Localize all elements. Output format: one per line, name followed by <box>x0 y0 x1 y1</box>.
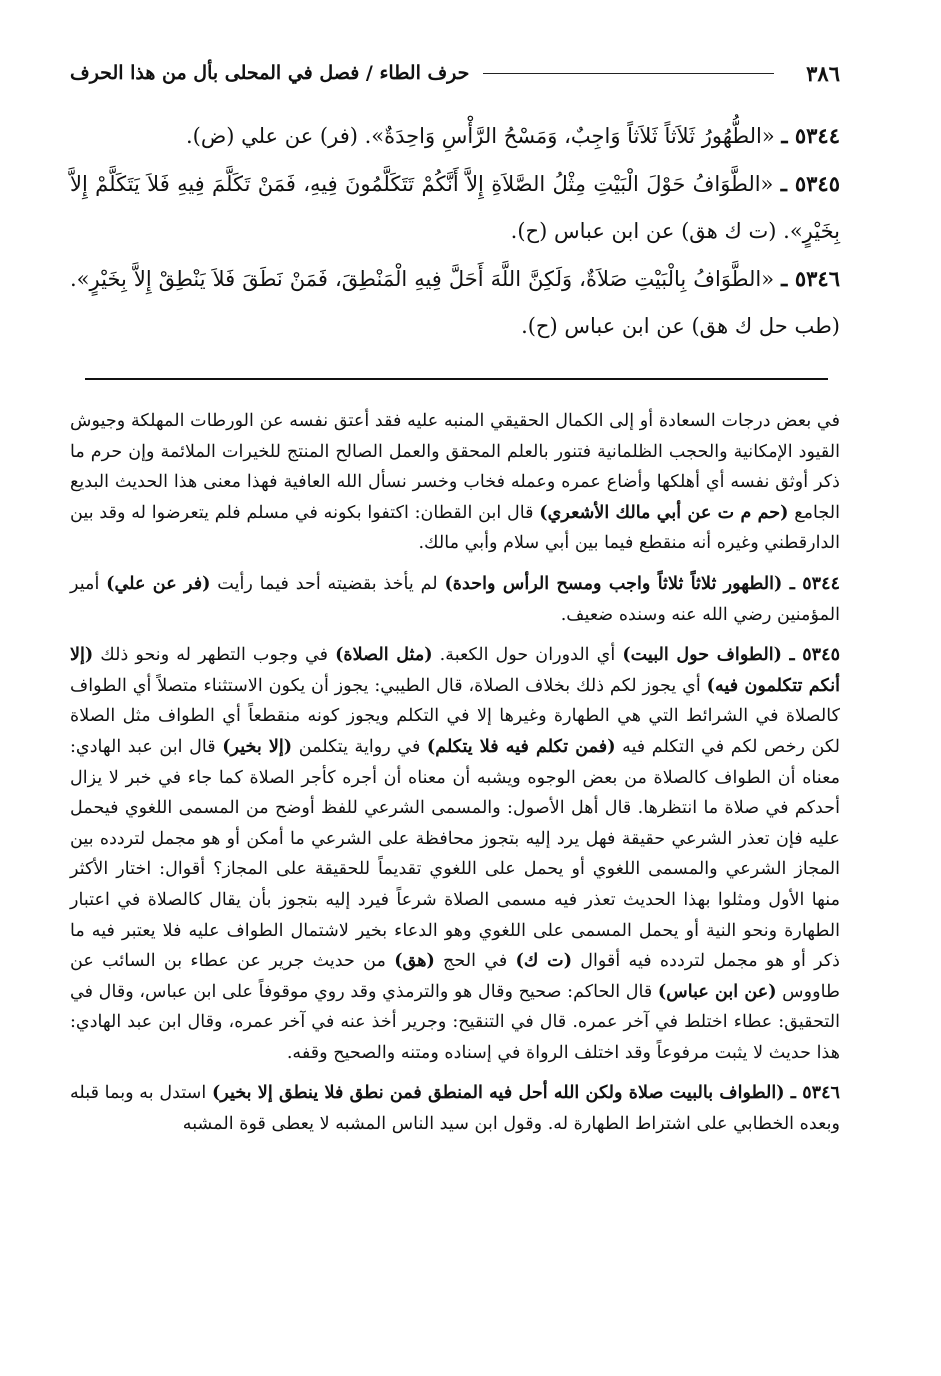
commentary-paragraph <box>70 640 840 1068</box>
commentary-text: في رواية يتكلمن <box>298 736 421 757</box>
quoted-phrase: (إلا بخير) <box>222 735 293 757</box>
commentary-block <box>70 406 840 1150</box>
page-number: ٣٨٦ <box>806 60 840 86</box>
commentary-text: في بعض درجات السعادة أو إلى الكمال الحقيقي المنبه عليه فقد أعتق نفسه عن الورطات المهلكة وجيوش القيود الإمكانية والحجب الظلمانية فتنور بالعلم المحقق والعمل الصالح المنتج للخيرات الملائمة وإن حرم ما ذكر أوثق نفسه أي أهلكها وأضاع عمره وعمله فخاب وخسر نسأل الله العافية فهذا معنى هذا الحديث البديع الجامع <box>70 411 841 523</box>
quoted-phrase: (إلا أنكم تتكلمون فيه) <box>70 644 840 696</box>
hadith-text: «الطُّهُورُ ثَلاَثاً ثَلاَثاً وَاجِبٌ، وَمَسْحُ الرَّأْسِ وَاحِدَةٌ». (فر) عن علي (ض). <box>185 124 775 148</box>
commentary-paragraph <box>70 406 840 559</box>
hadith-text: «الطَّوَافُ حَوْلَ الْبَيْتِ مِثْلُ الصَّلاَةِ إِلاَّ أَنَّكُمْ تَتَكَلَّمُونَ فِيهِ، فَمَنْ تَكَلَّمَ فِيهِ فَلاَ يَتَكَلَّمْ إِلاَّ بِخَيْرٍ». (ت ك هق) عن ابن عباس (ح). <box>70 172 840 243</box>
hadith-number: ٥٣٤٥ ـ <box>780 171 840 196</box>
hadith-number: ٥٣٤٤ ـ <box>781 123 840 148</box>
header-rule <box>483 73 774 74</box>
commentary-text: أمير المؤمنين رضي الله عنه وسنده ضعيف. <box>70 573 840 625</box>
source-citation: (عن ابن عباس) <box>657 980 777 1002</box>
quoted-phrase: (مثل الصلاة) <box>335 644 433 666</box>
commentary-text: لم يأخذ بقضيته أحد فيما رأيت <box>217 573 438 594</box>
commentary-paragraph <box>70 1078 840 1139</box>
commentary-text: أي الدوران حول الكعبة. <box>439 645 616 666</box>
commentary-text: قال ابن القطان: اكتفوا بكونه في مسلم فلم يتعرضوا له وقد بين الدارقطني وغيره أنه منقطع فيما بين أبي سلام وأبي مالك. <box>70 502 840 554</box>
source-citation: (هق) <box>394 950 435 972</box>
separator-rule <box>85 378 828 380</box>
hadith-text: «الطَّوَافُ بِالْبَيْتِ صَلاَةٌ، وَلَكِنَّ اللَّهَ أَحَلَّ فِيهِ الْمَنْطِقَ، فَمَنْ نَطَقَ فَلاَ يَنْطِقْ إِلاَّ بِخَيْرٍ». (طب حل ك هق) عن ابن عباس (ح). <box>70 267 840 338</box>
commentary-text: في وجوب التطهر له ونحو ذلك <box>100 645 329 666</box>
commentary-text: قال الحاكم: صحيح وقال هو والترمذي وقد روي موقوفاً على ابن عباس، وقال في التحقيق: عطاء اختلط في آخر عمره. قال في التنقيح: وجرير أخذ عنه في آخر عمره، وقال ابن عبد الهادي: هذا حديث لا يثبت مرفوعاً وقد اختلف الرواة في إسناده ومتنه والصحيح وقفه. <box>70 981 840 1063</box>
commentary-paragraph <box>70 569 840 630</box>
source-citation: (فر عن علي) <box>106 572 211 594</box>
hadith-entry <box>70 255 840 350</box>
commentary-text: في الحج <box>443 951 508 972</box>
commentary-text: من حديث جرير عن عطاء بن السائب عن طاووس <box>70 951 840 1002</box>
page-header <box>70 58 840 88</box>
quoted-phrase: (فمن تكلم فيه فلا يتكلم) <box>426 735 616 757</box>
commentary-heading: ٥٣٤٦ ـ (الطواف بالبيت صلاة ولكن الله أحل فيه المنطق فمن نطق فلا ينطق إلا بخير) <box>211 1082 841 1104</box>
commentary-heading: ٥٣٤٤ ـ (الطهور ثلاثاً ثلاثاً واجب ومسح الرأس واحدة) <box>444 572 841 594</box>
commentary-text: قال ابن عبد الهادي: معناه أن الطواف كالصلاة من بعض الوجوه ويشبه أن معناه أن أجره كأجر الصلاة كما جاء في خبر لا يزال أحدكم في صلاة ما انتظرها. قال أهل الأصول: والمسمى الشرعي للفظ أوضح من المسمى اللغوي فيحمل عليه فإن تعذر الشرعي حقيقة فهل يرد إليه بتجوز محافظة على الشرعي ما أمكن أو هو مجمل لتردده بين المجاز الشرعي والمسمى اللغوي أو يحمل على اللغوي تقديماً للحقيقة على المجاز؟ أقوال: اختار الأكثر منها الأول ومثلوا بهذا الحديث تعذر فيه مسمى الصلاة شرعاً فيرد إليه بتجوز بأن يقال كالصلاة في اعتبار الطهارة ونحو النية أو يحمل المسمى على اللغوي وهو الدعاء بخير لاشتمال الطواف عليه فلا يعتبر فيه ما ذكر أو هو مجمل لتردده فيه أقوال <box>70 736 841 972</box>
source-citation: (ت ك) <box>515 950 573 972</box>
hadith-entry <box>70 112 840 160</box>
hadith-number: ٥٣٤٦ ـ <box>781 266 840 291</box>
commentary-text: أي يجوز لكم ذلك بخلاف الصلاة، قال الطيبي: يجوز أن يكون الاستثناء متصلاً أي الطواف كالصلاة في الشرائط التي هي الطهارة وغيرها إلا في التكلم ويجوز كونه منقطعاً أي الطواف مثل الصلاة لكن رخص لكم في التكلم فيه <box>70 675 840 757</box>
running-title: حرف الطاء / فصل في المحلى بأل من هذا الحرف <box>70 62 470 84</box>
source-citation: (حم م ت عن أبي مالك الأشعري) <box>539 501 789 523</box>
hadith-text-block <box>70 112 840 350</box>
commentary-text: استدل به وبما قبله وبعده الخطابي على اشتراط الطهارة له. وقول ابن سيد الناس المشبه لا يعطى قوة المشبه <box>70 1083 840 1135</box>
commentary-heading: ٥٣٤٥ ـ (الطواف حول البيت) <box>622 644 841 666</box>
hadith-entry <box>70 160 840 255</box>
